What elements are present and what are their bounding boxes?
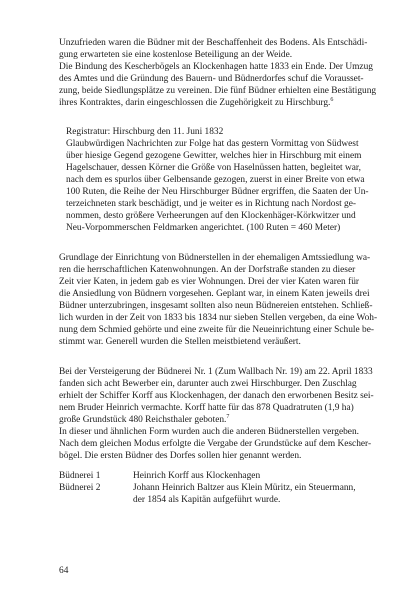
text-line: Registratur: Hirschburg den 11. Juni 1832	[66, 127, 224, 137]
text-line: terzeichneten stark beschädigt, und je weiter es in Richtung nach Nordost ge-	[66, 199, 357, 209]
text-line: lich wurden in der Zeit von 1833 bis 1834 nur sieben Stellen vergeben, da eine Woh-	[59, 313, 378, 323]
text-line: Grundlage der Einrichtung von Büdnerstellen in der ehemaligen Amtssiedlung wa-	[59, 253, 371, 263]
text-line: Johann Heinrich Baltzer aus Klein Müritz, ein Steuermann,	[133, 483, 356, 493]
paragraph-unzufrieden	[59, 37, 381, 61]
text-line: Bei der Versteigerung der Büdnerei Nr. 1 (Zum Wallbach Nr. 19) am 22. April 1833	[59, 367, 373, 377]
page-number: 64	[59, 566, 69, 576]
text-line: Die Bindung des Kescherbögels an Klockenhagen hatte 1833 ein Ende. Der Umzug	[59, 62, 373, 72]
text-segment: ihres Kontraktes, darin eingeschlossen die Zugehörigkeit zu Hirschburg.	[59, 98, 331, 108]
text-line: die Ansiedlung von Büdnern vorgesehen. Geplant war, in einem Katen jeweils drei	[59, 289, 370, 299]
list-item-text	[133, 482, 383, 506]
text-line: des Amtes und die Gründung des Bauern- und Büdnerdorfes schuf die Vorausset-	[59, 74, 364, 84]
text-line: Heinrich Korff aus Klockenhagen	[133, 471, 261, 481]
text-line: nach dem es spurlos über Gelbensande gezogen, zuerst in einer Breite von etwa	[66, 175, 365, 185]
text-line: Neu-Vorpommerschen Feldmarken angerichtet. (100 Ruten = 460 Meter)	[66, 223, 341, 233]
text-line: Glaubwürdigen Nachrichten zur Folge hat das gestern Vormittag von Südwest	[66, 139, 359, 149]
text-line: über hiesige Gegend gezogene Gewitter, welches hier in Hirschburg mit einem	[66, 151, 362, 161]
text-line: stimmt war. Generell wurden die Stellen meistbietend veräußert.	[59, 337, 301, 347]
text-line: nung dem Schmied gehörte und eine zweite für die Neueinrichtung einer Schule be-	[59, 325, 374, 335]
list-item-text	[133, 470, 383, 482]
text-line: Nach dem gleichen Modus erfolgte die Vergabe der Grundstücke auf dem Kescher-	[59, 439, 372, 449]
text-line: ren die herrschaftlichen Katenwohnungen. An der Dorfstraße standen zu dieser	[59, 265, 356, 275]
text-line: fanden sich acht Bewerber ein, darunter auch zwei Hirschburger. Den Zuschlag	[59, 379, 357, 389]
paragraph-grundlage	[59, 252, 381, 348]
text-line: Zeit vier Katen, in jedem gab es vier Wohnungen. Drei der vier Katen waren für	[59, 277, 359, 287]
text-line: Büdner unterzubringen, insgesamt sollten also neun Büdnereien entstehen. Schließ-	[59, 301, 373, 311]
text-line: Hagelschauer, dessen Körner die Größe von Haselnüssen hatten, begleitet war,	[66, 163, 361, 173]
text-line: gung erwarteten sie eine kostenlose Beteiligung an der Weide.	[59, 50, 293, 60]
text-line: erhielt der Schiffer Korff aus Klockenhagen, der danach den erworbenen Besitz sei-	[59, 391, 374, 401]
text-line: nommen, desto größere Verheerungen auf den Klockenhäger-Körkwitzer und	[66, 211, 356, 221]
paragraph-versteigerung	[59, 366, 381, 426]
text-line: der 1854 als Kapitän aufgeführt wurde.	[133, 495, 281, 505]
paragraph-modus	[59, 426, 381, 462]
text-line	[59, 414, 381, 426]
text-line: Unzufrieden waren die Büdner mit der Beschaffenheit des Bodens. Als Entschädi-	[59, 38, 368, 48]
text-line: bögel. Die ersten Büdner des Dorfes sollen hier genannt werden.	[59, 451, 302, 461]
text-line: 100 Ruten, die Reihe der Neu Hirschburger Büdner ergriffen, die Saaten der Un-	[66, 187, 369, 197]
paragraph-bindung	[59, 61, 381, 109]
list-item-label: Büdnerei 2	[59, 483, 101, 493]
quote-registratur	[66, 126, 381, 234]
text-line: In dieser und ähnlichen Form wurden auch die anderen Büdnerstellen vergeben.	[59, 427, 359, 437]
text-line: zung, beide Siedlungsplätze zu vereinen. Die fünf Büdner erhielten eine Bestätigung	[59, 86, 377, 96]
text-line	[59, 97, 381, 109]
text-segment: große Grundstück 480 Reichsthaler geboten.	[59, 415, 227, 425]
footnote-marker: 6	[330, 96, 334, 103]
list-item-label: Büdnerei 1	[59, 471, 101, 481]
text-line: nem Bruder Heinrich vermachte. Korff hatte für das 878 Quadratruten (1,9 ha)	[59, 403, 354, 413]
footnote-marker: 7	[226, 413, 230, 420]
